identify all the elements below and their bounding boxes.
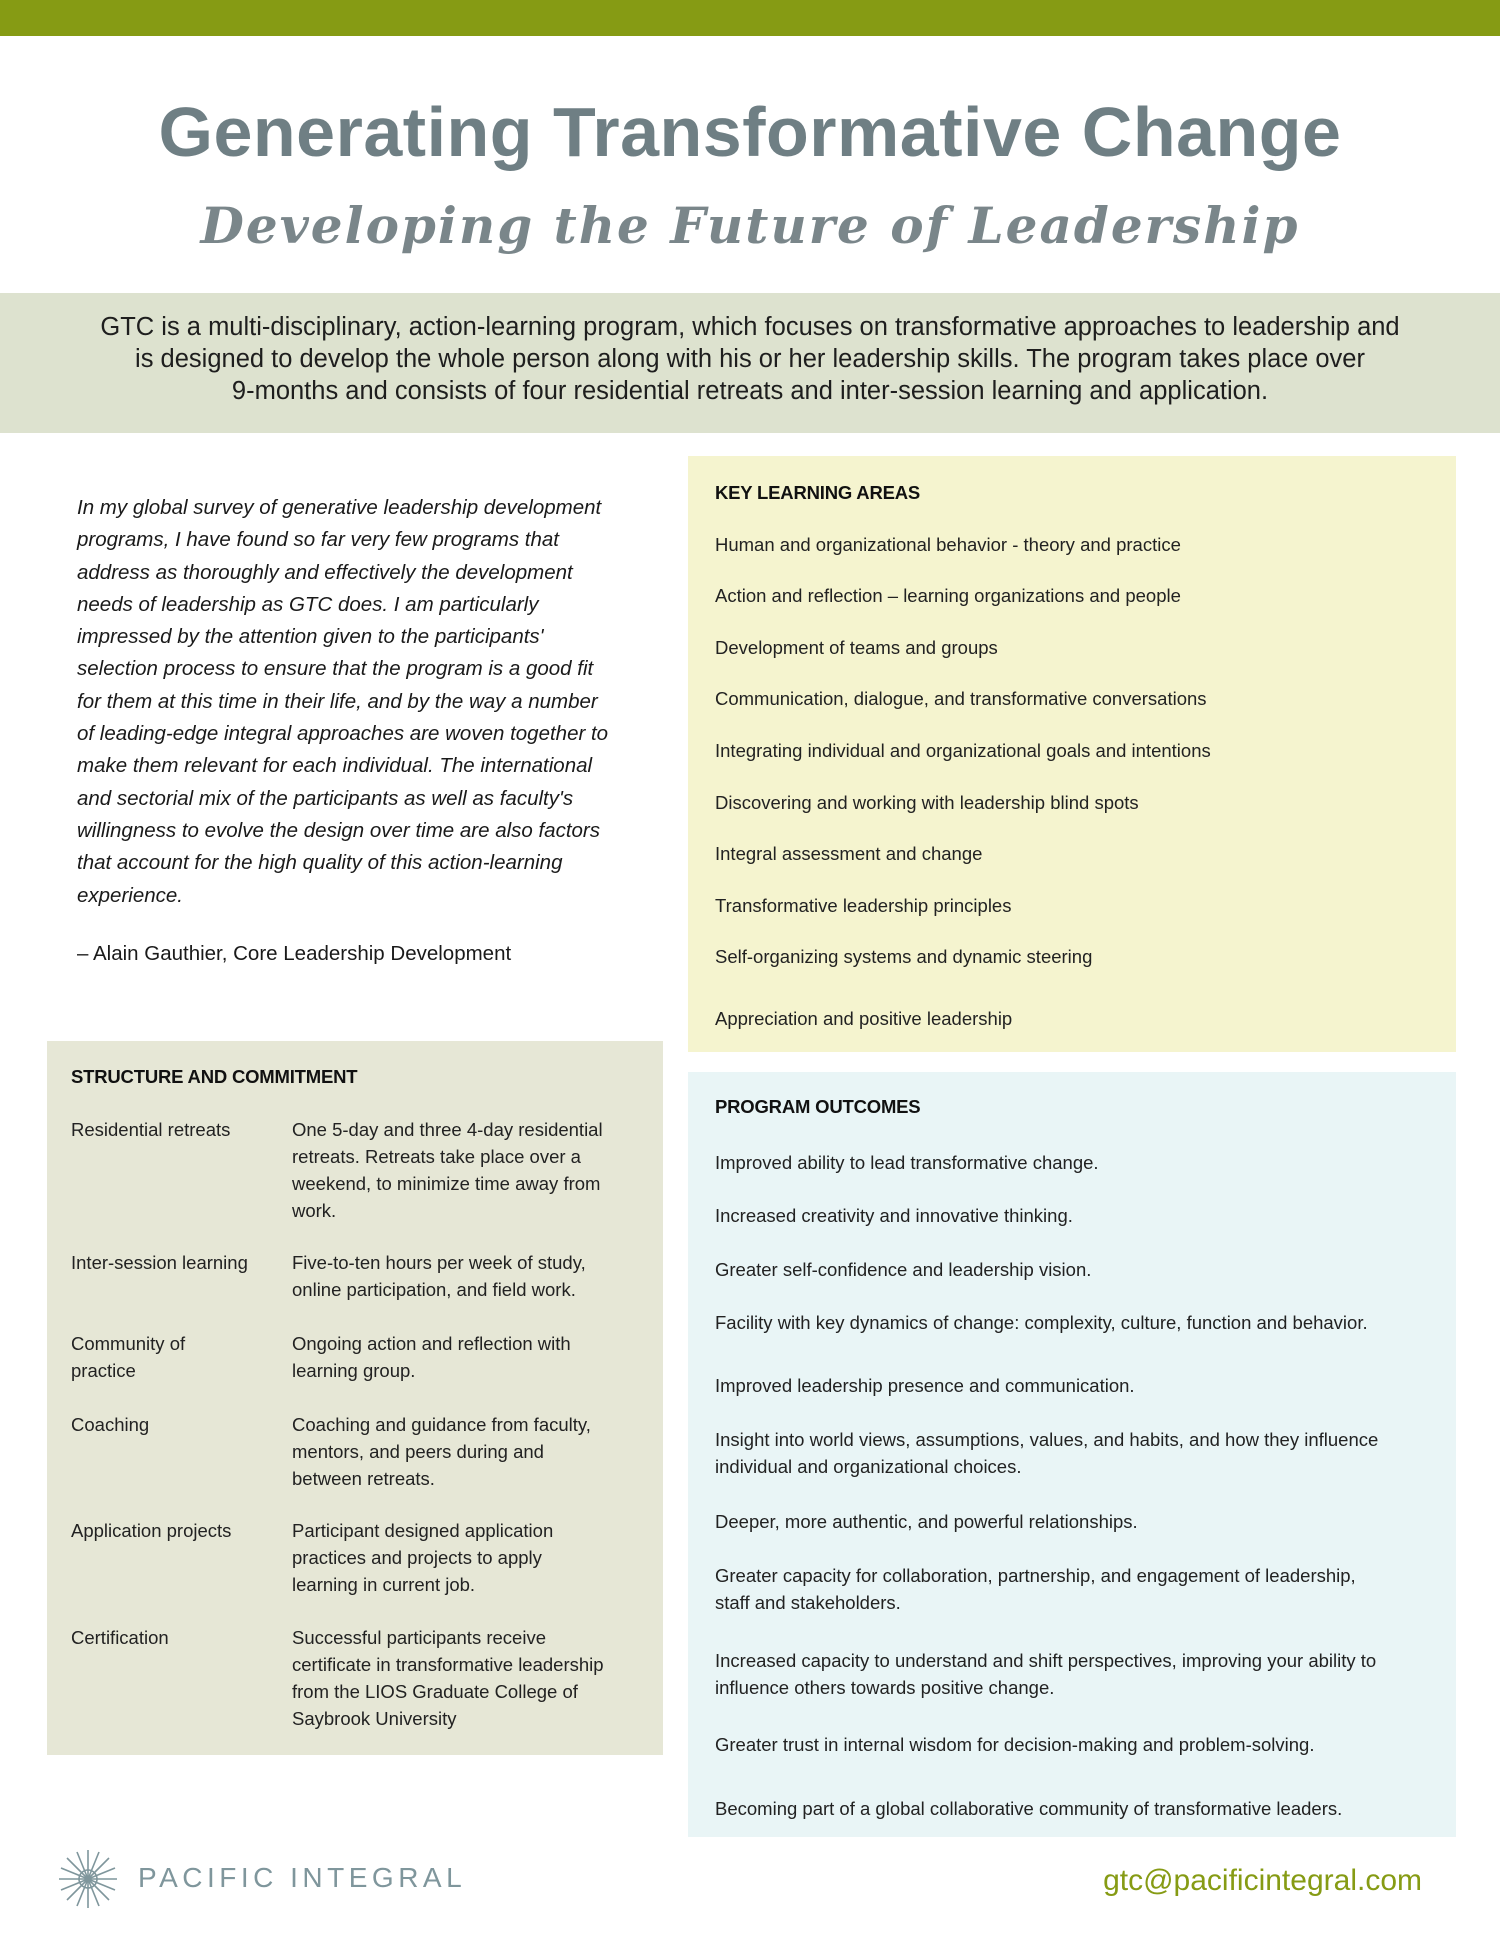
outcome-line: Increased capacity to understand and shift perspectives, improving your ability to [715,1650,1377,1671]
label-line: Application projects [71,1520,232,1541]
structure-row-label [71,1330,261,1384]
outcome-line: Increased creativity and innovative thinking. [715,1205,1073,1226]
outcome-item [715,1647,1376,1701]
structure-row-description [292,1411,637,1492]
desc-line: weekend, to minimize time away from [292,1173,601,1194]
outcome-item [715,1426,1378,1480]
brand-logo-text: PACIFIC INTEGRAL [138,1862,467,1893]
quote-line: address as thoroughly and effectively the development [77,560,573,584]
outcome-line: Improved ability to lead transformative change. [715,1152,1099,1173]
quote-line: programs, I have found so far very few programs that [77,528,559,552]
desc-line: mentors, and peers during and [292,1441,544,1462]
label-line: Residential retreats [71,1119,231,1140]
structure-row-label [71,1249,261,1276]
structure-row-description [292,1624,637,1732]
desc-line: One 5-day and three 4-day residential [292,1119,603,1140]
quote-line: that account for the high quality of this action-learning [77,851,563,875]
page-title: Generating Transformative Change [158,93,1342,171]
learning-area-item: Development of teams and groups [715,637,998,658]
outcome-item [715,1256,1091,1283]
outcome-item [715,1372,1135,1399]
outcome-item [715,1309,1368,1336]
label-line: Coaching [71,1414,150,1435]
desc-line: retreats. Retreats take place over a [292,1146,581,1167]
outcome-line: Greater self-confidence and leadership vision. [715,1259,1092,1280]
desc-line: Five-to-ten hours per week of study, [292,1252,586,1273]
outcome-line: Insight into world views, assumptions, values, and habits, and how they influence [715,1429,1379,1450]
label-line: Certification [71,1627,169,1648]
quote-line: selection process to ensure that the program is a good fit [77,657,594,681]
label-line: Community of [71,1333,186,1354]
quote-line: for them at this time in their life, and by the way a number [77,689,598,713]
key-learning-title: KEY LEARNING AREAS [715,482,921,503]
contact-email-link[interactable]: gtc@pacificintegral.com [1103,1864,1422,1897]
desc-line: between retreats. [292,1468,435,1489]
outcome-line: Greater trust in internal wisdom for decision-making and problem-solving. [715,1734,1315,1755]
outcome-item [715,1149,1099,1176]
quote-line: willingness to evolve the design over time are also factors [77,818,601,842]
outcomes-title: PROGRAM OUTCOMES [715,1096,921,1117]
intro-line: 9-months and consists of four residential retreats and inter-session learning and application. [231,377,1269,405]
desc-line: learning group. [292,1360,416,1381]
quote-line: In my global survey of generative leadership development [77,496,602,519]
intro-text [70,311,1430,407]
outcome-line: influence others towards positive change. [715,1677,1055,1698]
key-learning-panel [688,456,1456,1052]
quote-line: experience. [77,883,183,907]
top-accent-bar [0,0,1500,36]
outcome-line: individual and organizational choices. [715,1456,1022,1477]
learning-area-item: Discovering and working with leadership blind spots [715,792,1139,813]
desc-line: online participation, and field work. [292,1279,576,1300]
compass-star-icon [57,1848,119,1910]
testimonial-attribution: – Alain Gauthier, Core Leadership Development [77,942,512,965]
desc-line: Coaching and guidance from faculty, [292,1414,591,1435]
quote-line: make them relevant for each individual. The international [77,754,593,778]
learning-area-item: Transformative leadership principles [715,895,1012,916]
outcome-line: Improved leadership presence and communication. [715,1375,1135,1396]
quote-line: needs of leadership as GTC does. I am particularly [77,592,539,616]
outcome-line: staff and stakeholders. [715,1592,901,1613]
intro-line: is designed to develop the whole person along with his or her leadership skills. The program takes place over [135,345,1365,373]
outcome-item [715,1795,1342,1822]
desc-line: Successful participants receive [292,1627,546,1648]
desc-line: from the LIOS Graduate College of [292,1681,578,1702]
desc-line: learning in current job. [292,1574,476,1595]
structure-row-label [71,1517,261,1544]
quote-line: of leading-edge integral approaches are woven together to [77,722,609,746]
desc-line: work. [292,1200,337,1221]
outcome-item [715,1731,1314,1758]
structure-row-description [292,1249,637,1303]
desc-line: Participant designed application [292,1520,554,1541]
outcome-line: Deeper, more authentic, and powerful relationships. [715,1511,1138,1532]
learning-area-item: Action and reflection – learning organizations and people [715,585,1181,606]
label-line: practice [71,1360,136,1381]
label-line: Inter-session learning [71,1252,248,1273]
learning-area-item: Self-organizing systems and dynamic steering [715,946,1093,967]
learning-area-item: Integral assessment and change [715,843,983,864]
structure-panel [47,1041,663,1755]
outcome-item [715,1508,1138,1535]
quote-line: impressed by the attention given to the participants' [77,625,544,649]
structure-row-description [292,1330,637,1384]
outcome-item [715,1202,1073,1229]
learning-area-item: Communication, dialogue, and transformative conversations [715,688,1207,709]
learning-area-item: Integrating individual and organizational goals and intentions [715,740,1211,761]
desc-line: certificate in transformative leadership [292,1654,604,1675]
quote-line: and sectorial mix of the participants as well as faculty's [77,786,574,810]
desc-line: Ongoing action and reflection with [292,1333,571,1354]
page-subtitle: Developing the Future of Leadership [200,196,1300,255]
desc-line: Saybrook University [292,1708,457,1729]
structure-row-label [71,1624,261,1651]
desc-line: practices and projects to apply [292,1547,542,1568]
structure-title: STRUCTURE AND COMMITMENT [71,1066,358,1087]
outcomes-panel [688,1072,1456,1837]
outcome-line: Becoming part of a global collaborative community of transformative leaders. [715,1798,1343,1819]
structure-row-description [292,1116,637,1224]
learning-area-item: Appreciation and positive leadership [715,1008,1013,1029]
intro-line: GTC is a multi-disciplinary, action-learning program, which focuses on transformative approaches to leadership and [100,313,1400,341]
testimonial-quote [77,492,667,912]
outcome-item [715,1562,1356,1616]
outcome-line: Greater capacity for collaboration, partnership, and engagement of leadership, [715,1565,1356,1586]
learning-area-item: Human and organizational behavior - theory and practice [715,534,1181,555]
structure-row-label [71,1116,261,1143]
structure-row-description [292,1517,637,1598]
outcome-line: Facility with key dynamics of change: complexity, culture, function and behavior. [715,1312,1368,1333]
structure-row-label [71,1411,261,1438]
